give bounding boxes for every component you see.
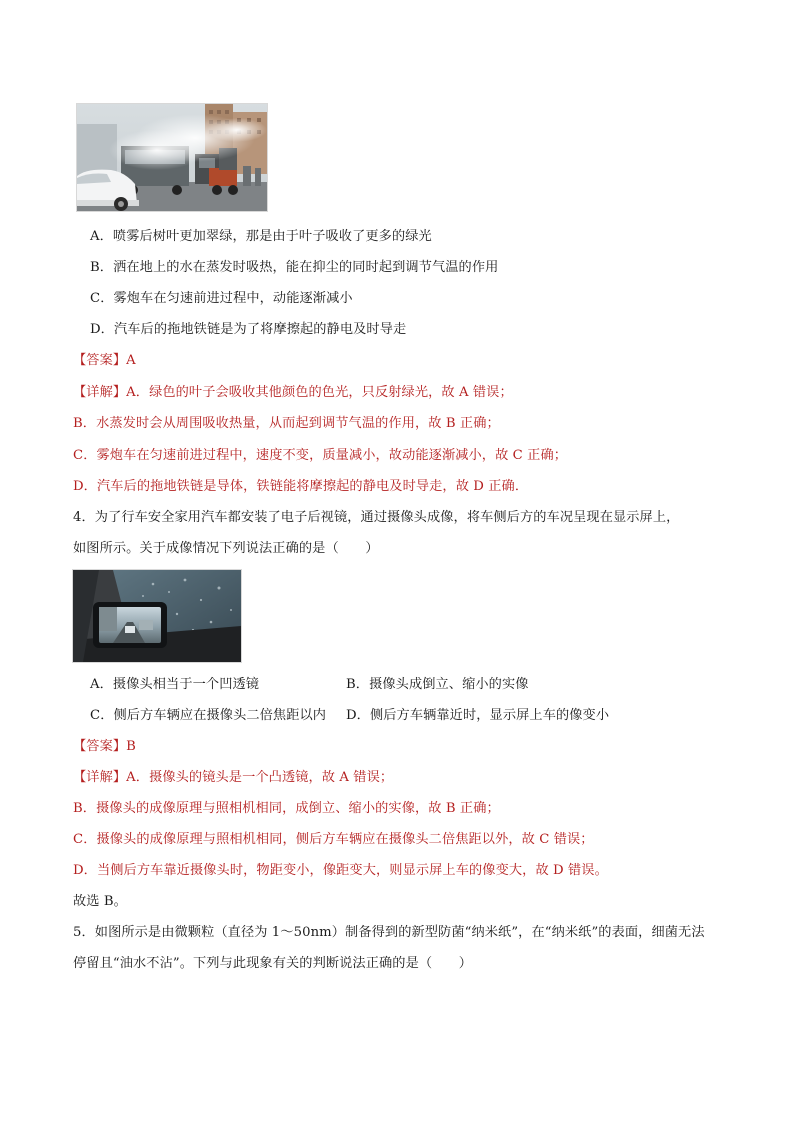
q4-conclusion: 故选 B。 <box>73 894 127 909</box>
fog-cannon-truck-photo <box>76 103 268 212</box>
q4-option-a: A．摄像头相当于一个凹透镜 <box>90 677 260 692</box>
q3-option-d: D．汽车后的拖地铁链是为了将摩擦起的静电及时导走 <box>90 322 407 337</box>
q3-option-a: A．喷雾后树叶更加翠绿，那是由于叶子吸收了更多的绿光 <box>90 229 432 244</box>
q5-stem-line-1: 5．如图所示是由微颗粒（直径为 1～50nm）制备得到的新型防菌“纳米纸”，在“纳米纸”的表面，细菌无法 <box>73 925 705 940</box>
fog-cannon-truck-illustration <box>77 104 267 211</box>
answer-value: B <box>126 739 136 754</box>
q5-stem-line-2: 停留且“油水不沾”。下列与此现象有关的判断说法正确的是（ ） <box>73 956 473 971</box>
detail-text: A．绿色的叶子会吸收其他颜色的色光，只反射绿光，故 A 错误； <box>126 385 513 400</box>
q3-detail-line-2: B．水蒸发时会从周围吸收热量，从而起到调节气温的作用，故 B 正确； <box>73 416 500 431</box>
answer-value: A <box>126 353 136 368</box>
detail-text: A．摄像头的镜头是一个凸透镜，故 A 错误； <box>126 770 394 785</box>
q4-detail-line-1 <box>73 769 393 787</box>
q4-detail-line-3: C．摄像头的成像原理与照相机相同，侧后方车辆应在摄像头二倍焦距以外，故 C 错误； <box>73 832 594 847</box>
q3-detail-line-1 <box>73 384 513 402</box>
q4-stem-line-1: 4．为了行车安全家用汽车都安装了电子后视镜，通过摄像头成像，将车侧后方的车况呈现在显示屏上， <box>73 510 680 525</box>
electronic-rearview-mirror-photo <box>72 569 242 663</box>
q3-detail-line-4: D．汽车后的拖地铁链是导体，铁链能将摩擦起的静电及时导走，故 D 正确． <box>73 479 529 494</box>
q4-detail-line-2: B．摄像头的成像原理与照相机相同，成倒立、缩小的实像，故 B 正确； <box>73 801 500 816</box>
q3-option-c: C．雾炮车在匀速前进过程中，动能逐渐减小 <box>90 291 353 306</box>
q4-option-b: B．摄像头成倒立、缩小的实像 <box>346 677 529 692</box>
answer-label: 【答案】 <box>73 353 127 368</box>
q3-detail-line-3: C．雾炮车在匀速前进过程中，速度不变，质量减小，故动能逐渐减小，故 C 正确； <box>73 448 568 463</box>
detail-label: 【详解】 <box>73 770 127 785</box>
q3-answer <box>73 352 136 370</box>
q4-stem-line-2: 如图所示。关于成像情况下列说法正确的是（ ） <box>73 541 379 556</box>
q4-option-d: D．侧后方车辆靠近时，显示屏上车的像变小 <box>346 708 610 723</box>
q4-answer <box>73 738 136 756</box>
detail-label: 【详解】 <box>73 385 127 400</box>
q4-option-c: C．侧后方车辆应在摄像头二倍焦距以内 <box>90 708 327 723</box>
rearview-mirror-illustration <box>73 570 241 662</box>
q3-option-b: B．洒在地上的水在蒸发时吸热，能在抑尘的同时起到调节气温的作用 <box>90 260 499 275</box>
answer-label: 【答案】 <box>73 739 127 754</box>
q4-detail-line-4: D．当侧后方车靠近摄像头时，物距变小，像距变大，则显示屏上车的像变大，故 D 错误。 <box>73 863 608 878</box>
